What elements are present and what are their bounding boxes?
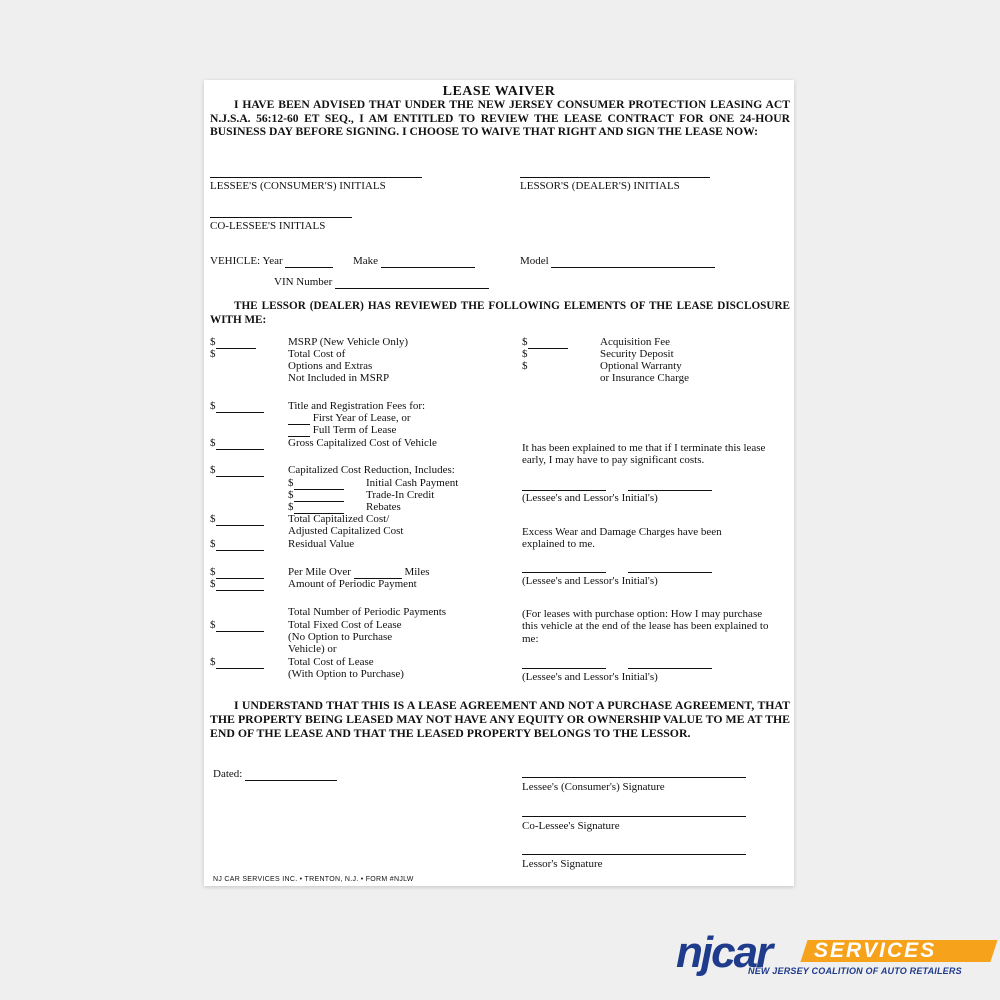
vehicle-make-label: Make [352, 255, 379, 267]
title-fees-amount: $ [210, 400, 264, 413]
security-label: Security Deposit [600, 348, 674, 360]
lessee-signature-line[interactable] [522, 777, 746, 778]
colessee-initials-line[interactable] [210, 217, 352, 218]
total-cap-label-2: Adjusted Capitalized Cost [288, 525, 404, 537]
options-label-1: Total Cost of [288, 348, 346, 360]
acquisition-amount: $ [522, 336, 568, 349]
colessee-signature-label: Co-Lessee's Signature [522, 820, 620, 832]
njcar-services-logo [676, 928, 996, 984]
vehicle-row [210, 255, 475, 268]
options-label-3: Not Included in MSRP [288, 372, 390, 384]
form-footer: NJ CAR SERVICES INC. • TRENTON, N.J. • FORM #NJLW [213, 876, 414, 883]
vin-label: VIN Number [274, 276, 333, 288]
vehicle-make-field[interactable] [381, 255, 475, 268]
lease-waiver-form [204, 80, 794, 886]
gross-cap-label: Gross Capitalized Cost of Vehicle [288, 437, 437, 449]
intro-paragraph: I HAVE BEEN ADVISED THAT UNDER THE NEW JERSEY CONSUMER PROTECTION LEASING ACT N.J.S.A. 56:12-60 ET SEQ., I AM ENTITLED TO REVIEW THE LEASE CONTRACT FOR ONE 24-HOUR BUSINESS DAY BEFORE SIGNING. I CHOOSE TO WAIVE THAT RIGHT AND SIGN THE LEASE NOW: [210, 98, 790, 139]
excess-initials-line-2[interactable] [628, 572, 712, 573]
initial-cash-amount: $ [288, 477, 344, 490]
review-heading: THE LESSOR (DEALER) HAS REVIEWED THE FOLLOWING ELEMENTS OF THE LEASE DISCLOSURE WITH ME: [210, 300, 790, 326]
rebates-label: Rebates [366, 501, 401, 513]
per-mile-amount: $ [210, 566, 264, 579]
vehicle-year-label: Year [262, 255, 283, 267]
residual-amount: $ [210, 538, 264, 551]
msrp-amount: $ [210, 336, 256, 349]
total-cost-label-1: Total Cost of Lease [288, 656, 374, 668]
per-mile-row: Per Mile Over Miles [288, 566, 430, 578]
acquisition-label: Acquisition Fee [600, 336, 670, 348]
periodic-payment-amount: $ [210, 578, 264, 591]
fixed-cost-label-2: (No Option to Purchase [288, 631, 393, 643]
lessee-initials-label: LESSEE'S (CONSUMER'S) INITIALS [210, 180, 386, 192]
terminate-notice: It has been explained to me that if I terminate this lease early, I may have to pay significant costs. [522, 442, 766, 467]
vehicle-model-field[interactable] [551, 255, 715, 268]
num-payments-label: Total Number of Periodic Payments [288, 606, 447, 618]
title-fees-label: Title and Registration Fees for: [288, 400, 426, 412]
cap-reduction-amount: $ [210, 464, 264, 477]
cap-reduction-label: Capitalized Cost Reduction, Includes: [288, 464, 455, 476]
logo-tagline: NEW JERSEY COALITION OF AUTO RETAILERS [748, 966, 962, 976]
trade-in-amount: $ [288, 489, 344, 502]
security-amount: $ [522, 348, 528, 360]
logo-services-text: SERVICES [814, 939, 937, 962]
vehicle-label: VEHICLE: [210, 255, 261, 267]
dated-row [213, 768, 337, 781]
fixed-cost-label-1: Total Fixed Cost of Lease [288, 619, 402, 631]
lessor-signature-line[interactable] [522, 854, 746, 855]
total-cap-amount: $ [210, 513, 264, 526]
fixed-cost-amount: $ [210, 619, 264, 632]
excess-initials-label: (Lessee's and Lessor's Initial's) [522, 575, 658, 587]
gross-cap-amount: $ [210, 437, 264, 450]
warranty-label-1: Optional Warranty [600, 360, 682, 372]
purchase-option-notice: (For leases with purchase option: How I may purchase this vehicle at the end of the lease has been explained to me: [522, 608, 769, 645]
colessee-signature-line[interactable] [522, 816, 746, 817]
purchase-initials-label: (Lessee's and Lessor's Initial's) [522, 671, 658, 683]
colessee-initials-label: CO-LESSEE'S INITIALS [210, 220, 326, 232]
total-cost-label-2: (With Option to Purchase) [288, 668, 404, 680]
understand-paragraph: I UNDERSTAND THAT THIS IS A LEASE AGREEMENT AND NOT A PURCHASE AGREEMENT, THAT THE PROPERTY BEING LEASED MAY NOT HAVE ANY EQUITY OR OWNERSHIP VALUE TO ME AT THE END OF THE LEASE AND THAT THE LEASED PROPERTY BELONGS TO THE LESSOR. [210, 698, 790, 740]
trade-in-label: Trade-In Credit [366, 489, 435, 501]
residual-label: Residual Value [288, 538, 355, 550]
total-cost-amount: $ [210, 656, 264, 669]
terminate-initials-label: (Lessee's and Lessor's Initial's) [522, 492, 658, 504]
vehicle-year-field[interactable] [285, 255, 333, 268]
vin-field[interactable] [335, 276, 489, 289]
first-year-row: First Year of Lease, or [288, 412, 411, 425]
full-term-row: Full Term of Lease [288, 424, 396, 437]
purchase-initials-line-2[interactable] [628, 668, 712, 669]
vehicle-model-label: Model [520, 255, 549, 267]
excess-initials-line-1[interactable] [522, 572, 606, 573]
lessor-initials-line[interactable] [520, 177, 710, 178]
vin-row [274, 276, 489, 289]
logo-njcar-text: njcar [676, 928, 772, 977]
warranty-label-2: or Insurance Charge [600, 372, 689, 384]
lessor-initials-label: LESSOR'S (DEALER'S) INITIALS [520, 180, 680, 192]
lessee-initials-line[interactable] [210, 177, 422, 178]
dated-label: Dated: [213, 768, 243, 780]
fixed-cost-label-3: Vehicle) or [288, 643, 337, 655]
rebates-amount: $ [288, 501, 344, 514]
dated-field[interactable] [245, 768, 337, 781]
warranty-amount: $ [522, 360, 528, 372]
total-cap-label-1: Total Capitalized Cost/ [288, 513, 390, 525]
terminate-initials-line-2[interactable] [628, 490, 712, 491]
lessee-signature-label: Lessee's (Consumer's) Signature [522, 781, 665, 793]
form-title: LEASE WAIVER [442, 84, 556, 99]
purchase-initials-line-1[interactable] [522, 668, 606, 669]
options-label-2: Options and Extras [288, 360, 373, 372]
initial-cash-label: Initial Cash Payment [366, 477, 459, 489]
terminate-initials-line-1[interactable] [522, 490, 606, 491]
options-amount: $ [210, 348, 216, 360]
vehicle-model-row [520, 255, 715, 268]
periodic-payment-label: Amount of Periodic Payment [288, 578, 417, 590]
excess-wear-notice: Excess Wear and Damage Charges have been explained to me. [522, 526, 722, 551]
lessor-signature-label: Lessor's Signature [522, 858, 603, 870]
msrp-label: MSRP (New Vehicle Only) [288, 336, 409, 348]
